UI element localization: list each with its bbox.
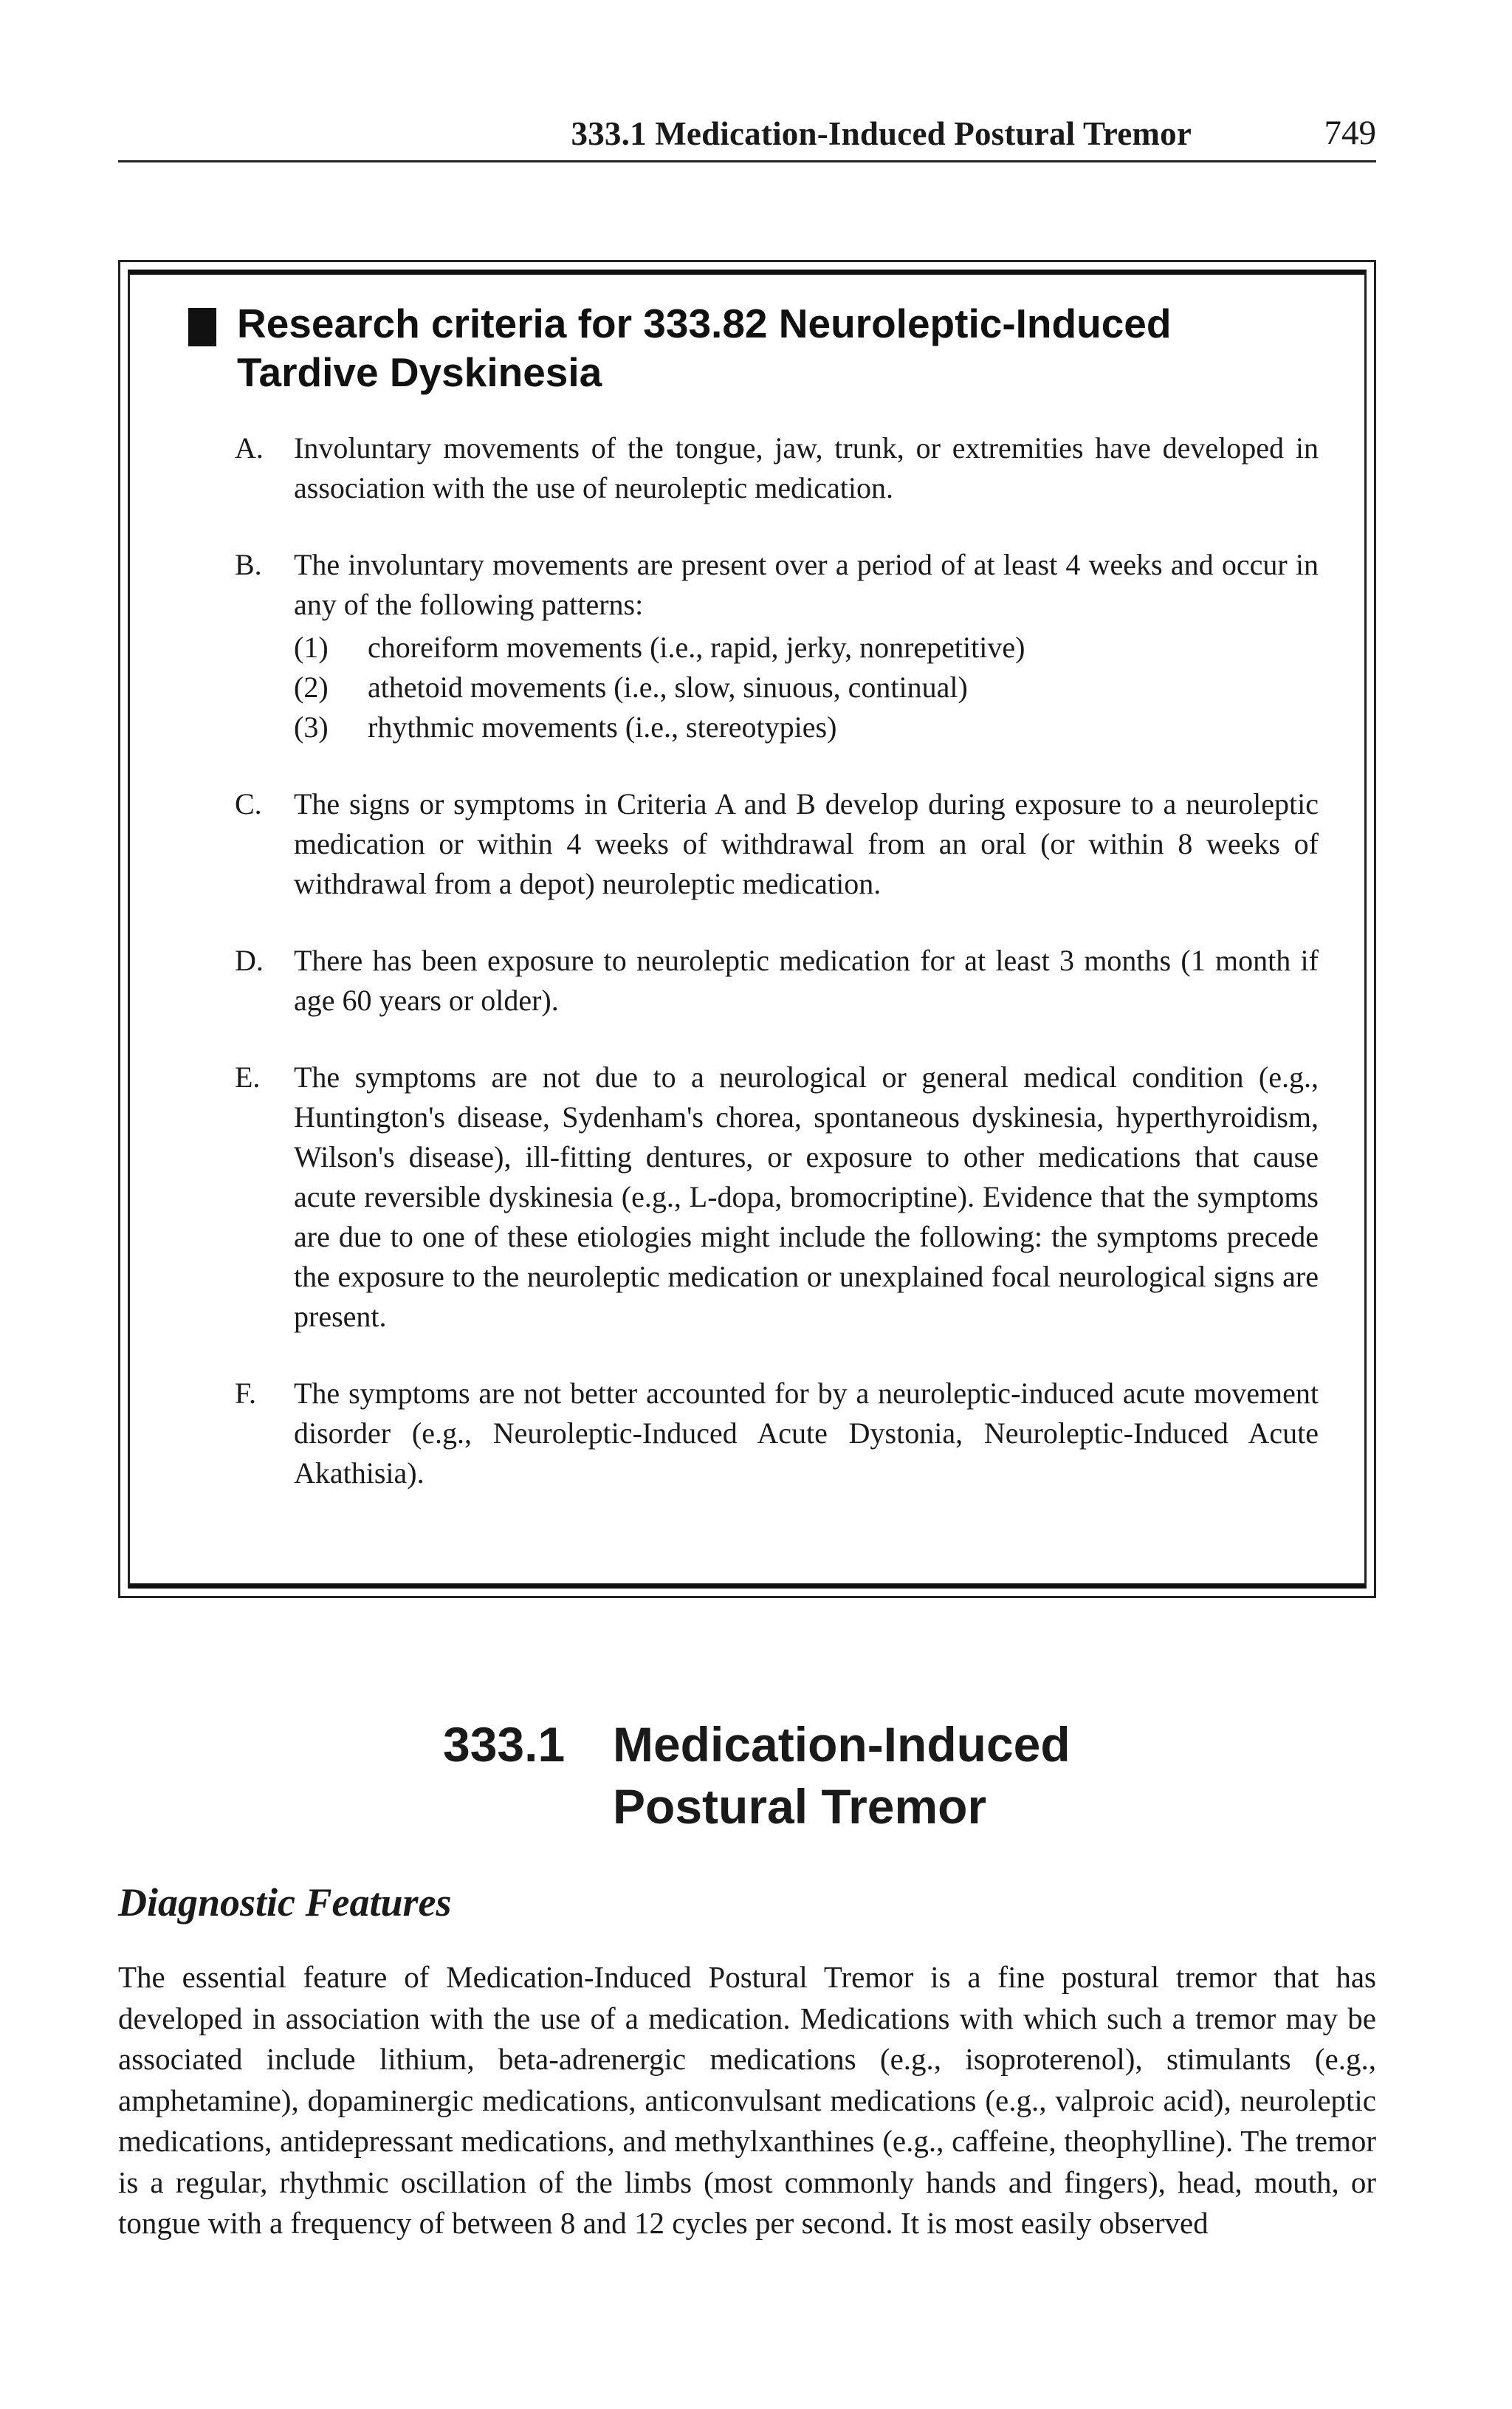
criterion-letter: D. — [235, 944, 264, 977]
criterion-d — [235, 941, 1319, 1021]
pattern-text: athetoid movements (i.e., slow, sinuous, continual) — [368, 671, 968, 704]
pattern-number: (3) — [294, 710, 329, 744]
pattern-text: rhythmic movements (i.e., stereotypies) — [368, 710, 837, 744]
box-heading — [188, 299, 1171, 397]
body-paragraph: The essential feature of Medication-Induced Postural Tremor is a fine postural tremor that has developed in association with the use of a medication. Medications with which such a tremor may be associated include lithium, beta-adrenergic medications (e.g., isoproterenol), stimulants (e.g., amphetamine), dopaminergic medications, anticonvulsant medications (e.g., valproic acid), neuroleptic medications, antidepressant medications, and methylxanthines (e.g., caffeine, theophylline). The tremor is a regular, rhythmic oscillation of the limbs (most commonly hands and fingers), head, mouth, or tongue with a frequency of between 8 and 12 cycles per second. It is most easily observed — [118, 1960, 1376, 2240]
section-title-text — [613, 1713, 1071, 1837]
section-title — [443, 1713, 1071, 1837]
pattern-item — [294, 668, 1319, 707]
criterion-text: The involuntary movements are present over a period of at least 4 weeks and occur in any of the following patterns: — [294, 548, 1319, 621]
pattern-number: (1) — [294, 631, 329, 664]
criteria-list — [235, 428, 1319, 1530]
page-number: 749 — [1324, 114, 1376, 152]
pattern-item — [294, 707, 1319, 747]
criterion-e — [235, 1058, 1319, 1337]
criterion-b — [235, 545, 1319, 747]
box-heading-text — [237, 299, 1171, 397]
sub-heading: Diagnostic Features — [118, 1880, 452, 1925]
running-header — [118, 111, 1376, 162]
criterion-text: The symptoms are not due to a neurological or general medical condition (e.g., Huntington's disease, Sydenham's chorea, spontaneous dyskinesia, hyperthyroidism, Wilson's disease), ill-fitting dentures, or exposure to other medications that cause acute reversible dyskinesia (e.g., L-dopa, bromocriptine). Evidence that the symptoms are due to one of these etiologies might include the following: the symptoms precede the exposure to the neuroleptic medication or unexplained focal neurological signs are present. — [294, 1060, 1319, 1333]
criterion-f — [235, 1374, 1319, 1493]
section-number: 333.1 — [443, 1717, 566, 1772]
section-title-line-2: Postural Tremor — [613, 1779, 987, 1834]
criterion-letter: C. — [235, 787, 262, 820]
criterion-c — [235, 784, 1319, 904]
section-title-line-1: Medication-Induced — [613, 1717, 1071, 1772]
criterion-text: The signs or symptoms in Criteria A and B develop during exposure to a neuroleptic medication or within 4 weeks of withdrawal from an oral (or within 8 weeks of withdrawal from a depot) neuroleptic medication. — [294, 787, 1319, 900]
pattern-item — [294, 628, 1319, 668]
criterion-letter: B. — [235, 548, 262, 581]
criterion-letter: F. — [235, 1377, 257, 1410]
criterion-text: The symptoms are not better accounted for by a neuroleptic-induced acute movement disorder (e.g., Neuroleptic-Induced Acute Dystonia, Neuroleptic-Induced Acute Akathisia). — [294, 1377, 1319, 1490]
criterion-a — [235, 428, 1319, 508]
box-heading-line-1: Research criteria for 333.82 Neuroleptic-Induced — [237, 301, 1172, 346]
box-heading-line-2: Tardive Dyskinesia — [237, 349, 602, 395]
criterion-letter: A. — [235, 431, 264, 465]
pattern-text: choreiform movements (i.e., rapid, jerky, nonrepetitive) — [368, 631, 1025, 664]
pattern-number: (2) — [294, 671, 329, 704]
running-title: 333.1 Medication-Induced Postural Tremor — [571, 115, 1192, 152]
criterion-text: There has been exposure to neuroleptic medication for at least 3 months (1 month if age 60 years or older). — [294, 944, 1319, 1017]
criterion-letter: E. — [235, 1060, 261, 1094]
pattern-list — [294, 628, 1319, 747]
square-bullet-icon — [188, 308, 216, 346]
criterion-text: Involuntary movements of the tongue, jaw, trunk, or extremities have developed in association with the use of neuroleptic medication. — [294, 431, 1319, 504]
